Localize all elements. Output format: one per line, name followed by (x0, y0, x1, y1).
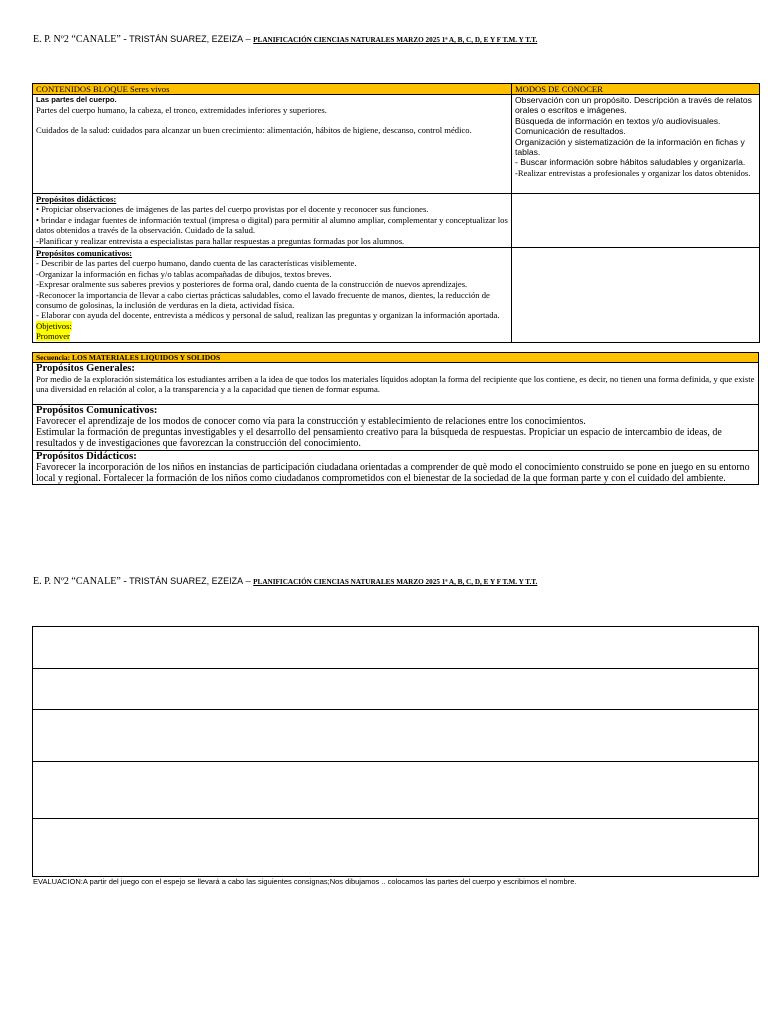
page-header: E. P. Nº2 “CANALE” - TRISTÁN SUAREZ, EZEIZA – PLANIFICACIÓN CIENCIAS NATURALES MARZO 2025 1ª A, B, C, D, E Y F T.M. Y T.T. (33, 34, 538, 45)
empty-row (33, 762, 759, 819)
empty-cell (33, 627, 759, 669)
modos-item: Observación con un propósito. Descripción a través de relatos orales o escritos e imágenes. (515, 95, 752, 116)
list-item: - Describir de las partes del cuerpo humano, dando cuenta de las características visiblemente. (36, 258, 357, 269)
list-item: -Organizar la información en fichas y/o tablas acompañadas de dibujos, textos breves. (36, 268, 332, 279)
contenidos-line1: Partes del cuerpo humano, la cabeza, el tronco, extremidades inferiores y superiores. (36, 105, 327, 115)
objetivos-label: Objetivos: (36, 320, 72, 331)
plan-title: PLANIFICACIÓN CIENCIAS NATURALES MARZO 2025 1ª A, B, C, D, E Y F T.M. Y T.T. (253, 36, 538, 44)
modos-item: -Realizar entrevistas a profesionales y organizar los datos obtenidos. (515, 167, 751, 178)
list-item: • brindar e indagar fuentes de información textual (impresa o digital) para permitir al alumno ampliar, complementar y conceptualizar los datos obtenidos a través de la observación. Cuidado de la salud. (36, 214, 508, 236)
contenidos-title: Las partes del cuerpo. (36, 95, 117, 104)
list-item: -Planificar y realizar entrevista a especialistas para hallar respuestas a preguntas formadas por los alumnos. (36, 235, 405, 246)
comunicativos-title: Propósitos Comunicativos: (36, 405, 158, 416)
plan-title: PLANIFICACIÓN CIENCIAS NATURALES MARZO 2025 1ª A, B, C, D, E Y F T.M. Y T.T. (253, 578, 538, 586)
propositos-comunicativos-cell (33, 248, 512, 343)
contenidos-cell (33, 95, 512, 194)
modos-header: MODOS DE CONOCER (512, 84, 760, 95)
secuencia-label: Secuencia: LOS MATERIALES LIQUIDOS Y SOLIDOS (33, 353, 759, 363)
comunicativos-row (33, 405, 759, 451)
modos-cell (512, 95, 760, 194)
list-item: - Elaborar con ayuda del docente, entrevista a médicos y personal de salud, realizan las preguntas y organizan la información aportada. (36, 310, 500, 321)
contenidos-header: CONTENIDOS BLOQUE Seres vivos (33, 84, 512, 95)
evaluacion-text: EVALUACION:A partir del juego con el espejo se llevará a cabo las siguientes consignas;Nos dibujamos .. colocamos las partes del cuerpo y escribimos el nombre. (33, 877, 577, 886)
propositos-comunicativos-row (33, 248, 760, 343)
empty-cell (33, 762, 759, 819)
contenidos-header-row (33, 84, 760, 95)
empty-row (33, 710, 759, 762)
empty-cell (33, 710, 759, 762)
comunicativos-line1: Favorecer el aprendizaje de los modos de conocer como vía para la construcción y establecimiento de relaciones entre los conocimientos. (36, 416, 586, 427)
empty-cell (512, 194, 760, 248)
didacticos-row (33, 451, 759, 485)
didacticos-text: Favorecer la incorporación de los niños en instancias de participación ciudadana orientadas a comprender de què modo el conocimiento construido se pone en juego en su entorno local y regional. Fortalecer la formación de los niños como ciudadanos comprometidos con el bienestar de la sociedad de la que forman parte y con el cuidado del ambiente. (36, 462, 750, 484)
modos-item: - Buscar información sobre hábitos saludables y organizarla. (515, 157, 746, 168)
empty-table (32, 626, 759, 877)
empty-cell (33, 819, 759, 877)
empty-row (33, 627, 759, 669)
modos-item: Organización y sistematización de la información en fichas y tablas. (515, 136, 745, 158)
empty-cell (512, 248, 760, 343)
empty-cell (33, 669, 759, 710)
empty-row (33, 819, 759, 877)
modos-item: Búsqueda de información en textos y/o audiovisuales. (515, 115, 721, 126)
secuencia-row (33, 353, 759, 363)
generales-text: Por medio de la exploración sistemática los estudiantes arriben a la idea de que todos los materiales líquidos adoptan la forma del recipiente que los contiene, es decir, no tienen una forma definida, y que existe una diversidad en relación al color, a la transparencia y a la capacidad que tienen de formar espuma. (36, 374, 755, 395)
list-item: -Expresar oralmente sus saberes previos y posteriores de forma oral, dando cuenta de la construcción de nuevos aprendizajes. (36, 279, 468, 290)
modos-item: Comunicación de resultados. (515, 126, 626, 137)
contenidos-line2: Cuidados de la salud: cuidados para alcanzar un buen crecimiento: alimentación, hábitos de higiene, descanso, control médico. (36, 125, 472, 136)
comunicativos-line2: Estimular la formación de preguntas investigables y el desarrollo del pensamiento creativo para la búsqueda de respuestas. Propiciar un espacio de intercambio de ideas, de resultados y de investigaciones que favorezcan la construcción del conocimiento. (36, 427, 722, 449)
didacticos-cell (33, 451, 759, 485)
empty-row (33, 669, 759, 710)
list-item: -Reconocer la importancia de llevar a cabo ciertas prácticas saludables, como el lavado frecuente de manos, dientes, la reducción de consumo de golosinas, la inclusión de verduras en la dieta, actividad física. (36, 289, 490, 311)
teacher-location: TRISTÁN SUAREZ, EZEIZA (129, 34, 244, 44)
page-header: E. P. Nº2 “CANALE” - TRISTÁN SUAREZ, EZEIZA – PLANIFICACIÓN CIENCIAS NATURALES MARZO 2025 1ª A, B, C, D, E Y F T.M. Y T.T. (33, 576, 538, 587)
didacticos-title: Propósitos Didácticos: (36, 451, 137, 462)
generales-title: Propósitos Generales: (36, 363, 135, 374)
generales-row (33, 363, 759, 405)
propositos-didacticos-row (33, 194, 760, 248)
contenidos-row (33, 95, 760, 194)
list-item: • Propiciar observaciones de imágenes de las partes del cuerpo provistas por el docente y reconocer sus funciones. (36, 204, 429, 215)
promover-label: Promover (36, 331, 70, 342)
teacher-location: TRISTÁN SUAREZ, EZEIZA (129, 576, 244, 586)
school-name: E. P. Nº2 “CANALE” (33, 34, 121, 45)
generales-cell (33, 363, 759, 405)
propositos-didacticos-cell (33, 194, 512, 248)
contenidos-table (32, 83, 760, 343)
school-name: E. P. Nº2 “CANALE” (33, 576, 121, 587)
comunicativos-cell (33, 405, 759, 451)
propositos-comunicativos-title: Propósitos comunicativos: (36, 248, 133, 258)
secuencia-table (32, 352, 759, 485)
propositos-didacticos-title: Propósitos didácticos: (36, 194, 117, 204)
